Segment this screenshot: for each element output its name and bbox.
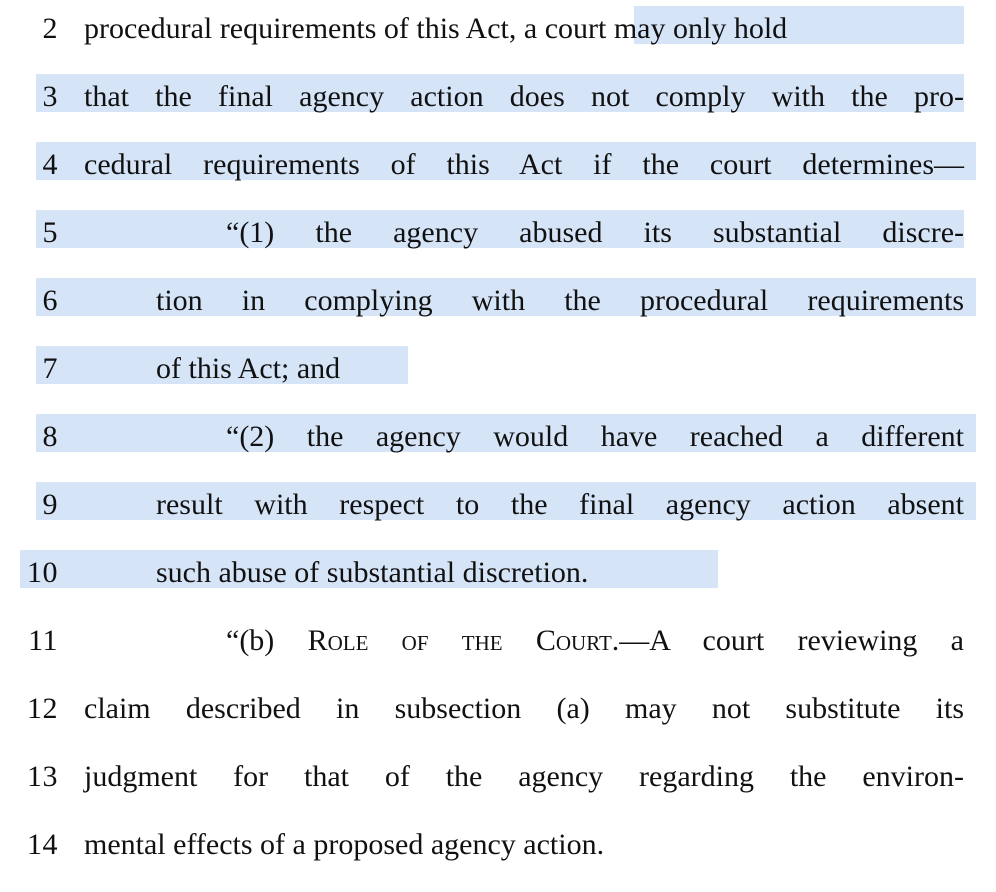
line-text: claim described in subsection (a) may not substitute its: [84, 692, 964, 725]
line-number: 11: [28, 624, 58, 657]
line-number: 4: [42, 148, 58, 181]
text-line: [0, 408, 996, 476]
line-number: 5: [42, 216, 58, 249]
text-line: [0, 0, 996, 68]
text-line: [0, 544, 996, 612]
subsection-marker: “(b): [226, 624, 308, 657]
line-text: cedural requirements of this Act if the court determines—: [84, 148, 964, 181]
line-number: 14: [27, 828, 58, 861]
line-number: 7: [42, 352, 58, 385]
line-number: 9: [42, 488, 58, 521]
line-number: 8: [42, 420, 58, 453]
line-text: that the final agency action does not comply with the pro-: [84, 80, 964, 113]
line-text: of this Act; and: [156, 352, 341, 385]
text-line: [0, 680, 996, 748]
line-text-selected: a court may only hold: [523, 12, 788, 45]
text-line: [0, 68, 996, 136]
subsection-heading: Role of the Court.: [307, 624, 620, 657]
text-line: [0, 340, 996, 408]
line-text: [84, 11, 787, 47]
line-number: 3: [42, 80, 58, 113]
text-line: [0, 816, 996, 884]
line-text: such abuse of substantial discretion.: [156, 556, 589, 589]
line-number: 10: [27, 556, 58, 589]
line-text: mental effects of a proposed agency action.: [84, 828, 605, 861]
line-number: 2: [42, 12, 58, 45]
line-text: judgment for that of the agency regarding the environ-: [84, 760, 964, 793]
text-line: [0, 476, 996, 544]
text-line: [0, 204, 996, 272]
line-text: “(2) the agency would have reached a different: [226, 420, 964, 453]
line-text: [226, 623, 964, 659]
line-number: 12: [27, 692, 58, 725]
line-text: result with respect to the final agency action absent: [156, 488, 964, 521]
text-line: [0, 612, 996, 680]
text-line: [0, 136, 996, 204]
line-number: 6: [42, 284, 58, 317]
line-text: tion in complying with the procedural requirements: [156, 284, 964, 317]
line-number: 13: [27, 760, 58, 793]
text-line: [0, 272, 996, 340]
text-line: [0, 748, 996, 816]
line-text: “(1) the agency abused its substantial discre-: [226, 216, 964, 249]
subsection-text: —A court reviewing a: [619, 624, 964, 657]
line-text-unselected: procedural requirements of this Act,: [84, 12, 524, 45]
